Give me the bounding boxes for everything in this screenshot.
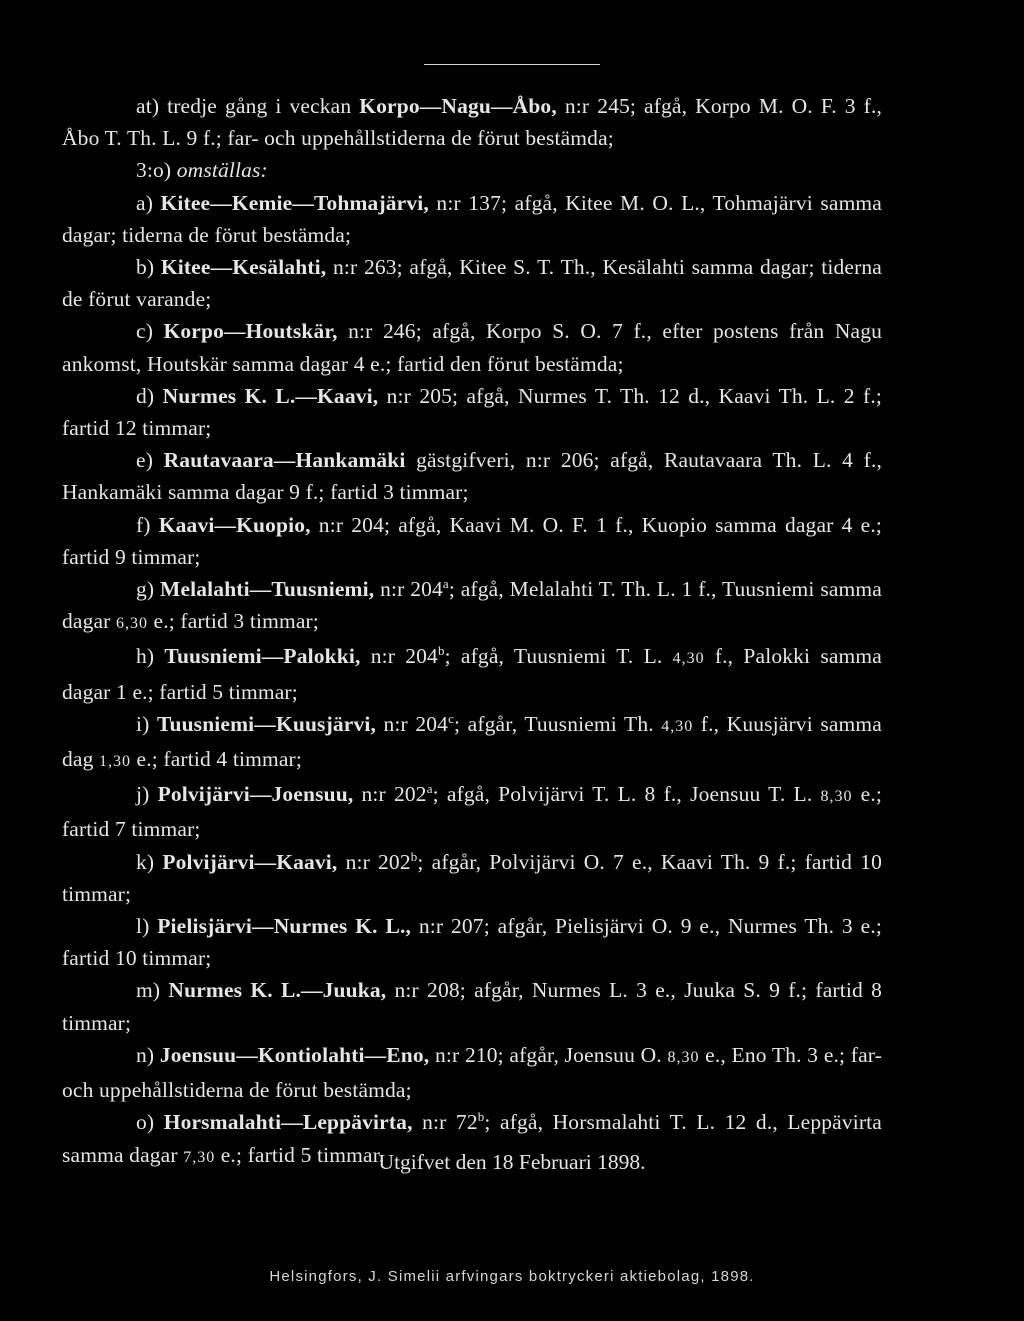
route-name: Tuusniemi—Palokki, (164, 644, 361, 669)
number-suffix: c (448, 710, 455, 726)
top-rule (424, 64, 600, 65)
text-segment: ; afgå, Horsmalahti T. L. 12 d., Leppävirta samma dagar (62, 1110, 882, 1167)
paragraph-f (62, 509, 882, 573)
text-segment: a) (136, 190, 161, 215)
text-segment: e.; fartid 3 timmar; (148, 609, 319, 634)
text-segment: e) (136, 448, 164, 473)
text-segment: 4,30 (672, 650, 705, 668)
route-name: Rautavaara—Hankamäki (163, 448, 406, 473)
text-segment: n:r 204; afgå, Kaavi M. O. F. 1 f., Kuopio samma dagar 4 e.; fartid 9 timmar; (62, 512, 882, 569)
text-segment: k) (136, 849, 163, 874)
route-name: Korpo—Nagu—Åbo, (359, 94, 557, 118)
paragraph-d (62, 380, 882, 444)
text-segment: n:r 245; afgå, Korpo M. O. F. 3 f., Åbo T. Th. L. 9 f.; far- och uppehållstiderna de förut bestämda; (62, 94, 882, 151)
text-segment: g) (136, 577, 161, 602)
text-segment: n:r 210; afgår, Joensuu O. (429, 1042, 668, 1067)
route-name: Melalahti—Tuusniemi, (160, 577, 375, 602)
text-segment: i) (136, 711, 157, 736)
text-segment: omställas: (176, 158, 268, 183)
route-name: Kaavi—Kuopio, (158, 512, 311, 537)
paragraph-c (62, 315, 882, 379)
issue-date-line: Utgifvet den 18 Februari 1898. (378, 1150, 646, 1174)
paragraph-at (62, 90, 882, 154)
text-segment: f) (136, 512, 159, 537)
text-segment: e., Eno Th. 3 e.; far- och uppehållstiderna de förut bestämda; (62, 1042, 882, 1103)
paragraph-m (62, 974, 882, 1038)
text-segment: b) (136, 255, 161, 280)
text-segment: o) (136, 1110, 164, 1135)
printer-imprint: Helsingfors, J. Simelii arfvingars boktryckeri aktiebolag, 1898. (269, 1268, 755, 1285)
text-segment: 7,30 (183, 1148, 216, 1166)
number-suffix: b (477, 1109, 485, 1125)
text-segment: l) (136, 914, 158, 939)
route-name: Horsmalahti—Leppävirta, (163, 1110, 413, 1135)
text-segment: n:r 204 (374, 577, 443, 602)
paragraph-i (62, 708, 882, 778)
text-segment: ; afgå, Tuusniemi T. L. (444, 644, 673, 669)
text-segment: n) (136, 1042, 160, 1067)
text-segment: gästgifveri, n:r 206; afgå, Rautavaara Th. L. 4 f., Hankamäki samma dagar 9 f.; fartid 3 timmar; (62, 448, 882, 505)
text-segment: n:r 246; afgå, Korpo S. O. 7 f., efter postens från Nagu ankomst, Houtskär samma dagar 4 e.; fartid den förut bestämda; (62, 319, 882, 376)
text-segment: 1,30 (99, 753, 132, 771)
route-name: Nurmes K. L.—Kaavi, (162, 383, 379, 408)
paragraph-omst (62, 154, 882, 186)
paragraph-l (62, 910, 882, 974)
text-segment: n:r 205; afgå, Nurmes T. Th. 12 d., Kaavi Th. L. 2 f.; fartid 12 timmar; (62, 383, 882, 441)
paragraph-g (62, 573, 882, 640)
text-segment: f., Palokki samma dagar 1 e.; fartid 5 timmar; (62, 644, 882, 704)
text-segment: m) (136, 978, 169, 1003)
text-segment: n:r 72 (412, 1110, 478, 1135)
paragraph-e (62, 444, 882, 508)
number-suffix: b (410, 848, 418, 864)
text-segment: at) tredje gång i veckan (136, 94, 360, 118)
text-segment: f., Kuusjärvi samma dag (62, 711, 882, 772)
text-segment: e.; fartid 4 timmar; (131, 747, 302, 772)
text-segment: h) (136, 644, 165, 669)
text-segment: n:r 204 (360, 644, 438, 669)
text-segment: ; afgå, Polvijärvi T. L. 8 f., Joensuu T. L. (432, 782, 821, 807)
text-segment: j) (136, 782, 158, 807)
paragraph-k (62, 846, 882, 910)
text-segment: n:r 208; afgår, Nurmes L. 3 e., Juuka S. 9 f.; fartid 8 timmar; (62, 978, 882, 1035)
text-segment: n:r 137; afgå, Kitee M. O. L., Tohmajärvi samma dagar; tiderna de förut bestämda; (62, 190, 883, 247)
text-segment: 4,30 (661, 717, 694, 735)
text-segment: 3:o) (136, 158, 177, 183)
route-name: Pielisjärvi—Nurmes K. L., (157, 914, 412, 939)
route-name: Joensuu—Kontiolahti—Eno, (159, 1042, 430, 1067)
route-name: Polvijärvi—Joensuu, (157, 782, 354, 807)
text-segment: ; afgår, Tuusniemi Th. (454, 711, 662, 736)
route-name: Kitee—Kemie—Tohmajärvi, (160, 190, 429, 215)
route-name: Korpo—Houtskär, (163, 319, 338, 344)
text-segment: ; afgår, Polvijärvi O. 7 e., Kaavi Th. 9 f.; fartid 10 timmar; (62, 849, 882, 906)
paragraph-a (62, 187, 882, 251)
text-segment: ; afgå, Melalahti T. Th. L. 1 f., Tuusniemi samma dagar (62, 577, 882, 634)
route-name: Kitee—Kesälahti, (160, 255, 327, 280)
number-suffix: b (437, 643, 445, 659)
text-segment: c) (136, 319, 164, 344)
document-body (62, 90, 882, 1174)
text-segment: e.; fartid 5 timmar. (215, 1142, 385, 1167)
text-segment: d) (136, 383, 163, 408)
text-segment: 8,30 (820, 788, 853, 806)
number-suffix: a (442, 575, 449, 591)
text-segment: 6,30 (116, 615, 149, 633)
text-segment: e.; fartid 7 timmar; (62, 782, 882, 842)
paragraph-b (62, 251, 882, 315)
text-segment: n:r 202 (353, 782, 427, 807)
route-name: Polvijärvi—Kaavi, (162, 849, 338, 874)
paragraph-h (62, 640, 882, 707)
number-suffix: a (426, 781, 433, 797)
text-segment: n:r 263; afgå, Kitee S. T. Th., Kesälahti samma dagar; tiderna de förut varande; (62, 255, 882, 312)
text-segment: n:r 207; afgår, Pielisjärvi O. 9 e., Nurmes Th. 3 e.; fartid 10 timmar; (62, 914, 882, 971)
text-segment: 8,30 (667, 1048, 700, 1066)
paragraph-n (62, 1039, 882, 1106)
route-name: Nurmes K. L.—Juuka, (168, 978, 387, 1003)
text-segment: n:r 204 (376, 711, 449, 736)
text-segment: n:r 202 (337, 849, 411, 874)
paragraph-j (62, 778, 882, 845)
route-name: Tuusniemi—Kuusjärvi, (156, 711, 377, 736)
